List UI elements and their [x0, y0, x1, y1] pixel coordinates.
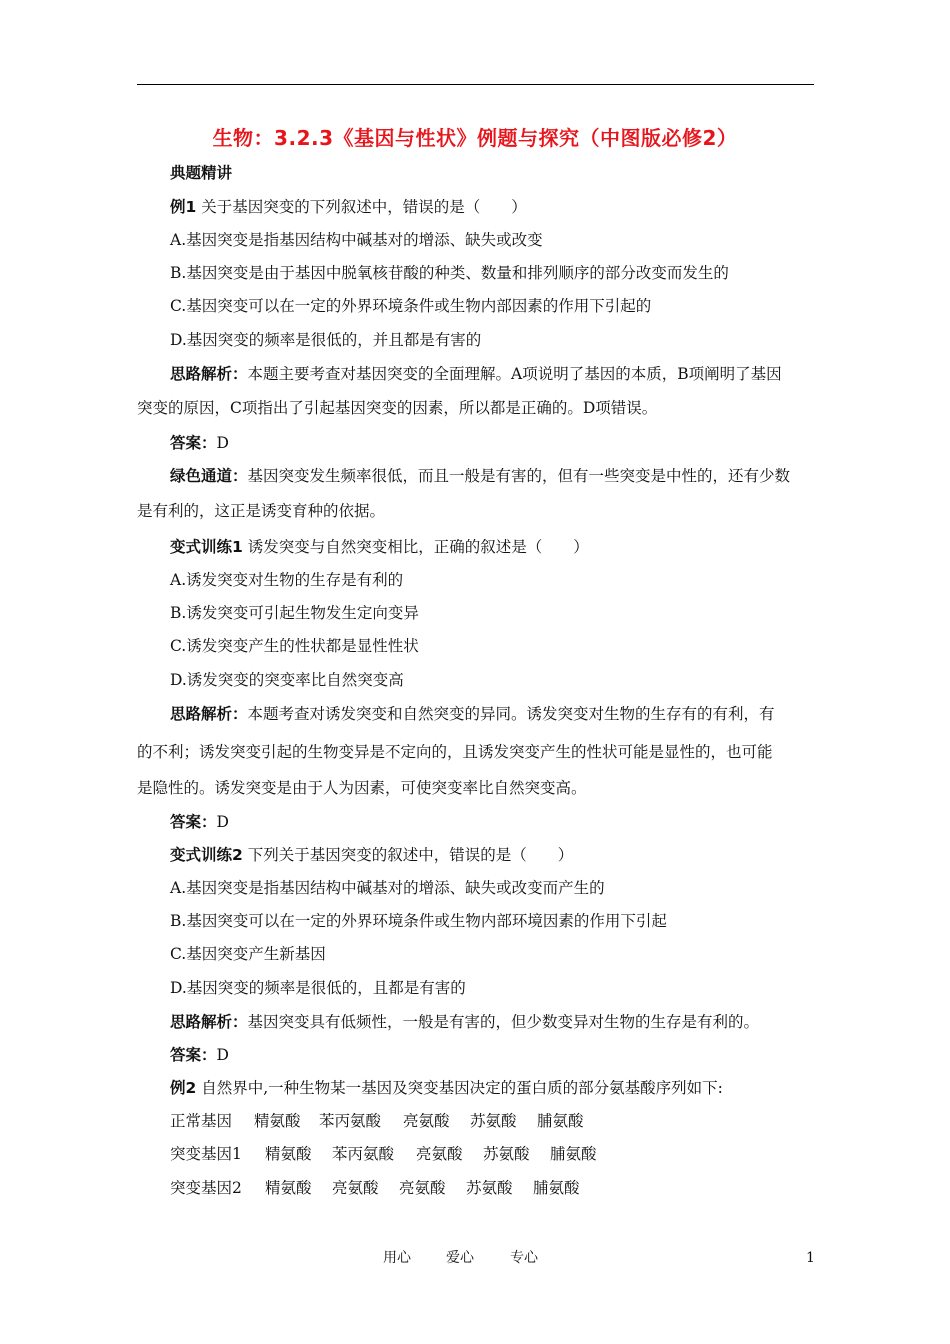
variant1-answer-value: D: [216, 813, 229, 831]
sequence-cell: 苏氨酸: [470, 1112, 517, 1130]
variant1-analysis-line2: 的不利；诱发突变引起的生物变异是不定向的，且诱发突变产生的性状可能是显性的，也可能: [137, 743, 773, 761]
header-rule: [137, 84, 814, 85]
example1-label: 例1: [170, 198, 197, 216]
document-title: 生物：3.2.3《基因与性状》例题与探究（中图版必修2）: [212, 126, 738, 150]
variant2-answer: [170, 1045, 229, 1065]
sequence-row-name: 正常基因: [170, 1112, 233, 1130]
sequence-cell: 精氨酸: [265, 1145, 312, 1163]
variant1-option-a: A.诱发突变对生物的生存是有利的: [170, 571, 404, 589]
variant1-analysis-line1: 本题考查对诱发突变和自然突变的异同。诱发突变对生物的生存有的有利，有: [247, 705, 775, 723]
sequence-cell: 苯丙氨酸: [319, 1112, 382, 1130]
sequence-cell: 脯氨酸: [550, 1145, 597, 1163]
variant2-answer-label: 答案：: [170, 1046, 217, 1064]
example1-analysis-line2: 突变的原因，C项指出了引起基因突变的因素，所以都是正确的。D项错误。: [137, 399, 658, 417]
example1-option-a: A.基因突变是指基因结构中碱基对的增添、缺失或改变: [170, 231, 543, 249]
variant2-analysis-label: 思路解析：: [170, 1013, 248, 1031]
example1-green-channel: [170, 466, 790, 486]
green-channel-line2: 是有利的，这正是诱变育种的依据。: [137, 502, 386, 520]
sequence-row-name: 突变基因1: [170, 1145, 242, 1163]
variant1-analysis-label: 思路解析：: [170, 705, 248, 723]
variant2-option-d: D.基因突变的频率是很低的，且都是有害的: [170, 979, 466, 997]
variant2-analysis: [170, 1012, 759, 1032]
example1-analysis: [170, 364, 782, 384]
variant1-option-c: C.诱发突变产生的性状都是显性性状: [170, 637, 419, 655]
example1-stem: 关于基因突变的下列叙述中，错误的是（ ）: [196, 198, 527, 216]
footer-text-left: 用心: [383, 1250, 411, 1266]
page-number: 1: [806, 1250, 815, 1266]
example2-question: [170, 1078, 723, 1098]
sequence-row: [170, 1111, 584, 1131]
example1-question: [170, 197, 527, 217]
sequence-cell: 精氨酸: [254, 1112, 301, 1130]
example1-answer-value: D: [216, 434, 229, 452]
variant1-option-b: B.诱发突变可引起生物发生定向变异: [170, 604, 419, 622]
example2-label: 例2: [170, 1079, 197, 1097]
example2-stem: 自然界中,一种生物某一基因及突变基因决定的蛋白质的部分氨基酸序列如下:: [196, 1079, 723, 1097]
footer-text-middle: 爱心: [446, 1250, 474, 1266]
variant1-label: 变式训练1: [170, 538, 243, 556]
variant1-option-d: D.诱发突变的突变率比自然突变高: [170, 671, 404, 689]
sequence-row: [170, 1144, 597, 1164]
sequence-cell: 精氨酸: [265, 1179, 312, 1197]
variant2-option-a: A.基因突变是指基因结构中碱基对的增添、缺失或改变而产生的: [170, 879, 605, 897]
variant1-analysis-line3: 是隐性的。诱发突变是由于人为因素，可使突变率比自然突变高。: [137, 779, 587, 797]
variant1-stem: 诱发突变与自然突变相比，正确的叙述是（ ）: [242, 538, 589, 556]
sequence-cell: 亮氨酸: [416, 1145, 463, 1163]
variant1-analysis: [170, 704, 775, 724]
example1-analysis-label: 思路解析：: [170, 365, 248, 383]
variant2-label: 变式训练2: [170, 846, 243, 864]
variant2-stem: 下列关于基因突变的叙述中，错误的是（ ）: [242, 846, 574, 864]
green-channel-label: 绿色通道：: [170, 467, 248, 485]
sequence-cell: 苏氨酸: [466, 1179, 513, 1197]
example1-answer: [170, 433, 229, 453]
variant2-option-c: C.基因突变产生新基因: [170, 945, 326, 963]
footer-text-right: 专心: [510, 1250, 538, 1266]
sequence-row: [170, 1178, 580, 1198]
sequence-cell: 苏氨酸: [483, 1145, 530, 1163]
sequence-row-name: 突变基因2: [170, 1179, 242, 1197]
example1-option-c: C.基因突变可以在一定的外界环境条件或生物内部因素的作用下引起的: [170, 297, 652, 315]
variant2-option-b: B.基因突变可以在一定的外界环境条件或生物内部环境因素的作用下引起: [170, 912, 667, 930]
sequence-cell: 亮氨酸: [403, 1112, 450, 1130]
sequence-cell: 亮氨酸: [332, 1179, 379, 1197]
green-channel-line1: 基因突变发生频率很低，而且一般是有害的，但有一些突变是中性的，还有少数: [247, 467, 791, 485]
section-heading: 典题精讲: [170, 164, 233, 182]
variant1-answer-label: 答案：: [170, 813, 217, 831]
sequence-cell: 亮氨酸: [399, 1179, 446, 1197]
sequence-cell: 苯丙氨酸: [332, 1145, 395, 1163]
variant2-analysis-line1: 基因突变具有低频性，一般是有害的，但少数变异对生物的生存是有利的。: [247, 1013, 760, 1031]
sequence-cell: 脯氨酸: [537, 1112, 584, 1130]
variant1-answer: [170, 812, 229, 832]
example1-answer-label: 答案：: [170, 434, 217, 452]
example1-analysis-line1: 本题主要考查对基因突变的全面理解。A项说明了基因的本质，B项阐明了基因: [247, 365, 782, 383]
sequence-cell: 脯氨酸: [533, 1179, 580, 1197]
variant1-question: [170, 537, 589, 557]
variant2-question: [170, 845, 573, 865]
example1-option-d: D.基因突变的频率是很低的，并且都是有害的: [170, 331, 482, 349]
variant2-answer-value: D: [216, 1046, 229, 1064]
example1-option-b: B.基因突变是由于基因中脱氧核苷酸的种类、数量和排列顺序的部分改变而发生的: [170, 264, 729, 282]
